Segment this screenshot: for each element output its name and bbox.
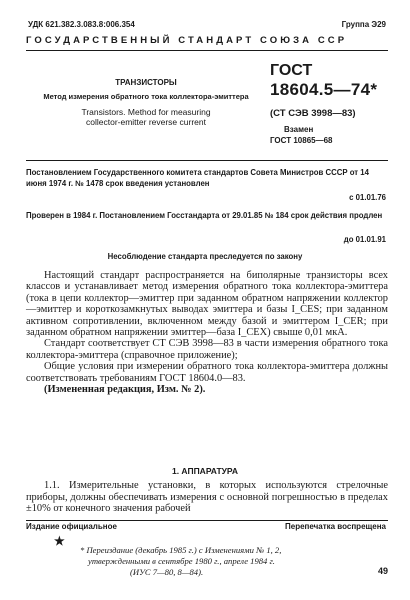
law-notice: Несоблюдение стандарта преследуется по закону (107, 252, 303, 261)
st-sev-reference: (СТ СЭВ 3998—83) (270, 108, 356, 119)
title-en-line2: collector-emitter reverse current (86, 117, 206, 127)
reprint-notice: Перепечатка воспрещена (285, 522, 386, 531)
star-icon: ★ (54, 534, 65, 548)
footnote-line3: (ИУС 7—80, 8—84). (130, 567, 204, 577)
udc-code: УДК 621.382.3.083.8:006.354 (28, 20, 135, 29)
gost-number: 18604.5—74* (270, 80, 378, 99)
paragraph-compliance: Стандарт соответствует СТ СЭВ 3998—83 в части измерения обратного тока коллектора-эмиттера (справочное приложение); (26, 338, 388, 361)
body-text (26, 270, 388, 395)
footnote (80, 545, 350, 578)
paragraph-general-conditions: Общие условия при измерении обратного тока коллектора-эмиттера должны соответствовать требованиям ГОСТ 18604.0—83. (26, 361, 388, 384)
title-en-line1: Transistors. Method for measuring (81, 107, 211, 117)
title-ru: ТРАНЗИСТОРЫ (115, 78, 177, 87)
paragraph-amendment: (Измененная редакция, Изм. № 2). (44, 384, 206, 396)
check-date: до 01.01.91 (343, 235, 386, 244)
gost-block (270, 62, 390, 145)
footnote-line2: утвержденными в сентябре 1980 г., апреле 1984 г. (88, 556, 275, 566)
replace-value: ГОСТ 10865—68 (270, 136, 333, 145)
group-code: Группа Э29 (341, 20, 386, 29)
paragraph-scope: Настоящий стандарт распространяется на биполярные транзисторы всех классов и устанавливает метод измерения обратного тока коллектора-эмиттера (тока в цепи коллектор—эмиттер при заданном обратном напряжении коллектор—эмиттер и короткозамкнутых выводах эмиттера и базы I_CES; при заданном активном сопротивлении, включенном между базой и эмиттером I_CER; при заданном обратном напряжении эмиттер—база I_CEX) свыше 0,01 мкА. (26, 270, 388, 339)
replace-label: Взамен (284, 125, 314, 134)
standard-union-header: ГОСУДАРСТВЕННЫЙ СТАНДАРТ СОЮЗА ССР (26, 35, 348, 46)
footnote-line1: * Переиздание (декабрь 1985 г.) с Изменениями № 1, 2, (80, 545, 282, 555)
title-block (26, 78, 266, 127)
decree-date: с 01.01.76 (349, 193, 386, 202)
edition-official: Издание официальное (26, 522, 117, 531)
title-rule (26, 160, 388, 161)
decree-text: Постановлением Государственного комитета стандартов Совета Министров СССР от 14 июня 1974 г. № 1478 срок введения установлен (26, 168, 369, 188)
footer-rule (26, 520, 388, 521)
check-text: Проверен в 1984 г. Постановлением Госстандарта от 29.01.85 № 184 срок действия продлен (26, 211, 383, 220)
page-number: 49 (377, 566, 388, 576)
header-rule (26, 50, 388, 51)
gost-label: ГОСТ (270, 62, 313, 79)
section-heading: 1. АППАРАТУРА (171, 466, 238, 476)
clause-1-1: 1.1. Измерительные установки, в которых используются стрелочные приборы, должны обеспечивать измерения с основной погрешностью в пределах ±10% от конечного значения рабочей (26, 480, 388, 515)
subtitle-ru: Метод измерения обратного тока коллектора-эмиттера (43, 92, 249, 101)
